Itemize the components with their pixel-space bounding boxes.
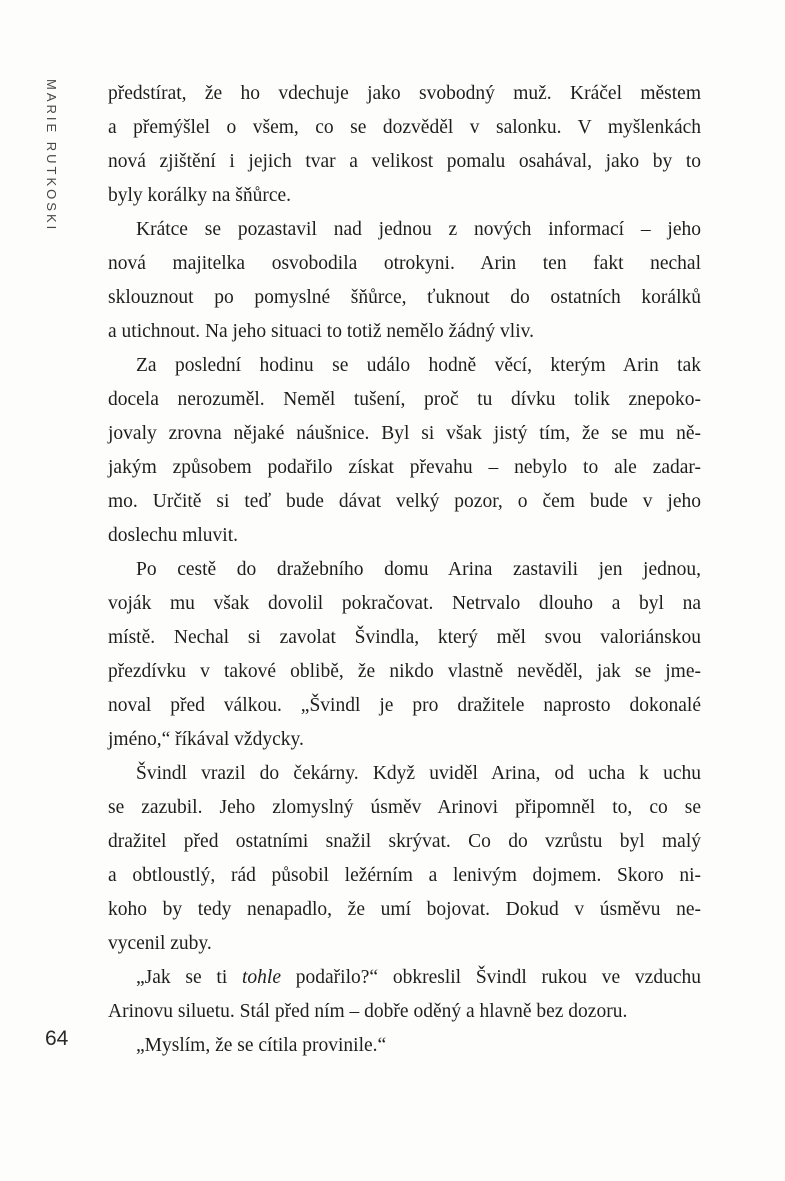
text-line: doslechu mluvit. [108,525,238,546]
text-segment: podařilo?“ obkreslil Švindl rukou ve vzduchu [281,967,701,988]
text-line: vycenil zuby. [108,933,212,954]
text-line: jakým způsobem podařilo získat převahu – nebylo to ale zadar- [108,457,701,478]
paragraph [108,77,701,213]
page-number: 64 [45,1027,69,1050]
text-line: „Myslím, že se cítila provinile.“ [136,1035,387,1056]
italic-word: tohle [242,967,282,988]
text-line: místě. Nechal si zavolat Švindla, který měl svou valoriánskou [108,627,701,648]
paragraph [108,757,701,961]
text-line: se zazubil. Jeho zlomyslný úsměv Arinovi připomněl to, co se [108,797,701,818]
text-segment: „Jak se ti [136,967,243,988]
text-line: a obtloustlý, rád působil ležérním a lenivým dojmem. Skoro ni- [108,865,701,886]
text-line [108,961,701,995]
text-line: a přemýšlel o všem, co se dozvěděl v salonku. V myšlenkách [108,117,701,138]
text-line: docela nerozuměl. Neměl tušení, proč tu dívku tolik znepoko- [108,389,701,410]
paragraph [108,553,701,757]
text-line: noval před válkou. „Švindl je pro dražitele naprosto dokonalé [108,695,701,716]
paragraph [108,213,701,349]
text-line: jovaly zrovna nějaké náušnice. Byl si však jistý tím, že se mu ně- [108,423,701,444]
margin-author-text: MARIE RUTKOSKI [44,79,59,233]
text-line: mo. Určitě si teď bude dávat velký pozor, o čem bude v jeho [108,491,701,512]
text-line: koho by tedy nenapadlo, že umí bojovat. Dokud v úsměvu ne- [108,899,701,920]
text-line: Krátce se pozastavil nad jednou z nových informací – jeho [136,219,701,240]
text-line: jméno,“ říkával vždycky. [108,729,304,750]
text-line: Švindl vrazil do čekárny. Když uviděl Arina, od ucha k uchu [136,763,701,784]
text-line: předstírat, že ho vdechuje jako svobodný muž. Kráčel městem [108,83,701,104]
text-line: Za poslední hodinu se událo hodně věcí, kterým Arin tak [136,355,701,376]
text-line: Po cestě do dražebního domu Arina zastavili jen jednou, [136,559,701,580]
text-line: a utichnout. Na jeho situaci to totiž nemělo žádný vliv. [108,321,535,342]
text-line: nová zjištění i jejich tvar a velikost pomalu osahával, jako by to [108,151,701,172]
paragraph [108,961,701,1029]
text-line: byly korálky na šňůrce. [108,185,292,206]
text-line: přezdívku v takové oblibě, že nikdo vlastně nevěděl, jak se jme- [108,661,701,682]
text-line: Arinovu siluetu. Stál před ním – dobře oděný a hlavně bez dozoru. [108,1001,628,1022]
text-line: nová majitelka osvobodila otrokyni. Arin ten fakt nechal [108,253,701,274]
paragraph [108,1029,701,1063]
paragraph [108,349,701,553]
page-text-block [108,77,701,1063]
text-line: sklouznout po pomyslné šňůrce, ťuknout do ostatních korálků [108,287,701,308]
text-line: voják mu však dovolil pokračovat. Netrvalo dlouho a byl na [108,593,701,614]
text-line: dražitel před ostatními snažil skrývat. Co do vzrůstu byl malý [108,831,701,852]
